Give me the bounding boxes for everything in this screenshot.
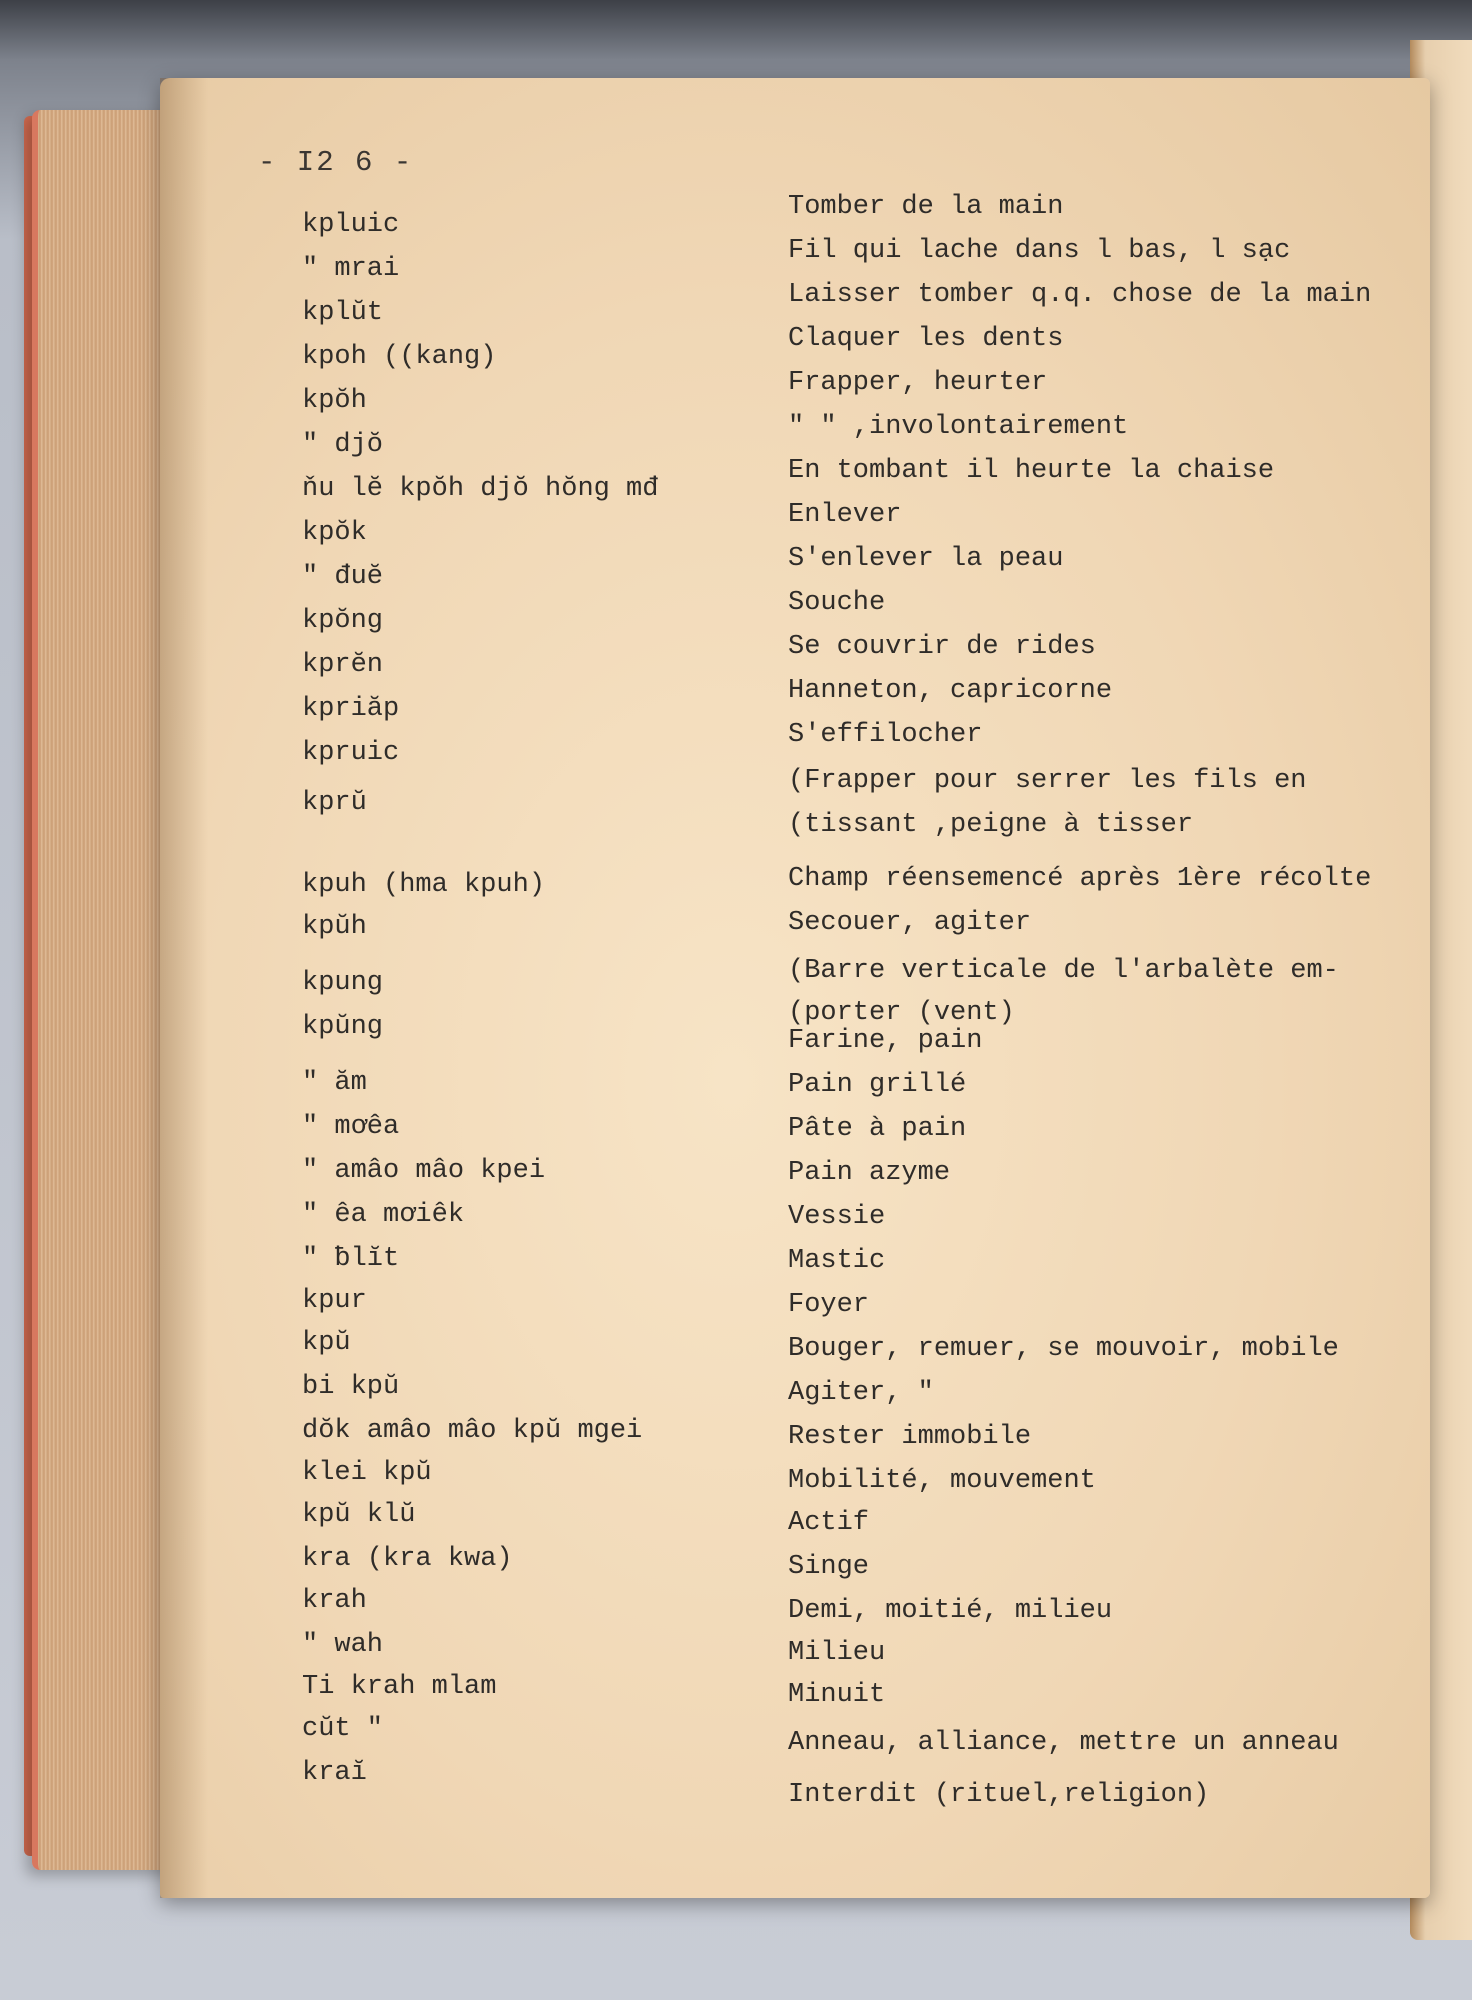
entry-definition: Pain grillé bbox=[788, 1070, 967, 1100]
entry-term: " mrai bbox=[302, 254, 400, 284]
entry-definition: Agiter, " bbox=[788, 1378, 934, 1408]
entry-term: bi kpŭ bbox=[302, 1372, 400, 1402]
entry-term: " đuĕ bbox=[302, 562, 384, 592]
entry-definition: Milieu bbox=[788, 1638, 886, 1668]
entry-definition: Se couvrir de rides bbox=[788, 632, 1096, 662]
page-gutter bbox=[160, 78, 208, 1898]
entry-definition: Pâte à pain bbox=[788, 1114, 967, 1144]
entry-definition: Secouer, agiter bbox=[788, 908, 1032, 938]
entry-term: kpluic bbox=[302, 210, 400, 240]
entry-term: kpŏk bbox=[302, 518, 367, 548]
entry-definition: " " ,involontairement bbox=[788, 412, 1129, 442]
entry-definition: (Barre verticale de l'arbalète em- bbox=[788, 956, 1339, 986]
entry-definition: Mastic bbox=[788, 1246, 886, 1276]
entry-definition: Enlever bbox=[788, 500, 902, 530]
entry-term: kplŭt bbox=[302, 298, 384, 328]
entry-term: " amâo mâo kpei bbox=[302, 1156, 546, 1186]
entry-term: " mơêa bbox=[302, 1112, 400, 1142]
entry-term: " ƀlĭt bbox=[302, 1244, 400, 1274]
entry-definition: Demi, moitié, milieu bbox=[788, 1596, 1113, 1626]
entry-definition: Farine, pain bbox=[788, 1026, 983, 1056]
entry-term: kpŭh bbox=[302, 912, 367, 942]
entry-definition: Champ réensemencé après 1ère récolte bbox=[788, 864, 1372, 894]
entry-definition: Pain azyme bbox=[788, 1158, 951, 1188]
entry-definition: Actif bbox=[788, 1508, 870, 1538]
entry-definition: Minuit bbox=[788, 1680, 886, 1710]
entry-definition: (Frapper pour serrer les fils en bbox=[788, 766, 1307, 796]
entry-definition: Claquer les dents bbox=[788, 324, 1064, 354]
entry-definition: Frapper, heurter bbox=[788, 368, 1048, 398]
entry-term: kpŭ klŭ bbox=[302, 1500, 416, 1530]
entry-definition: Bouger, remuer, se mouvoir, mobile bbox=[788, 1334, 1339, 1364]
entry-definition: Singe bbox=[788, 1552, 870, 1582]
entry-definition: Fil qui lache dans l bas, l sạc bbox=[788, 236, 1291, 266]
entry-term: kpŭng bbox=[302, 1012, 384, 1042]
entry-term: cŭt " bbox=[302, 1714, 384, 1744]
entry-term: kpriăp bbox=[302, 694, 400, 724]
entry-definition: Souche bbox=[788, 588, 886, 618]
entry-definition: (porter (vent) bbox=[788, 998, 1015, 1028]
page-number: - I2 6 - bbox=[258, 146, 414, 179]
entry-definition: Foyer bbox=[788, 1290, 870, 1320]
entry-term: krah bbox=[302, 1586, 367, 1616]
entry-term: " wah bbox=[302, 1630, 384, 1660]
entry-term: kpruic bbox=[302, 738, 400, 768]
entry-term: kpur bbox=[302, 1286, 367, 1316]
entry-term: kpung bbox=[302, 968, 384, 998]
entry-term: klei kpŭ bbox=[302, 1458, 432, 1488]
entry-definition: Tomber de la main bbox=[788, 192, 1064, 222]
entry-term: kpoh ((kang) bbox=[302, 342, 497, 372]
entry-definition: (tissant ,peigne à tisser bbox=[788, 810, 1194, 840]
entry-term: " êa mơiêk bbox=[302, 1200, 465, 1230]
entry-term: kprĕn bbox=[302, 650, 384, 680]
entry-definition: Interdit (rituel,religion) bbox=[788, 1780, 1210, 1810]
entry-term: ňu lĕ kpŏh djŏ hŏng mđ bbox=[302, 474, 659, 504]
entry-definition: Anneau, alliance, mettre un anneau bbox=[788, 1728, 1339, 1758]
entry-definition: S'enlever la peau bbox=[788, 544, 1064, 574]
entry-definition: Laisser tomber q.q. chose de la main bbox=[788, 280, 1372, 310]
entry-definition: Rester immobile bbox=[788, 1422, 1032, 1452]
entry-definition: S'effilocher bbox=[788, 720, 983, 750]
entry-definition: Vessie bbox=[788, 1202, 886, 1232]
entry-definition: Hanneton, capricorne bbox=[788, 676, 1113, 706]
entry-term: kpŏng bbox=[302, 606, 384, 636]
entry-term: kpŏh bbox=[302, 386, 367, 416]
entry-definition: Mobilité, mouvement bbox=[788, 1466, 1096, 1496]
entry-term: " djŏ bbox=[302, 430, 384, 460]
entry-definition: En tombant il heurte la chaise bbox=[788, 456, 1275, 486]
entry-term: kra (kra kwa) bbox=[302, 1544, 513, 1574]
entry-term: dŏk amâo mâo kpŭ mgei bbox=[302, 1416, 643, 1446]
entry-term: " ăm bbox=[302, 1068, 367, 1098]
entry-term: kprŭ bbox=[302, 788, 367, 818]
entry-term: kpŭ bbox=[302, 1328, 351, 1358]
entry-term: kraĭ bbox=[302, 1758, 367, 1788]
entry-term: kpuh (hma kpuh) bbox=[302, 870, 546, 900]
entry-term: Ti krah mlam bbox=[302, 1672, 497, 1702]
